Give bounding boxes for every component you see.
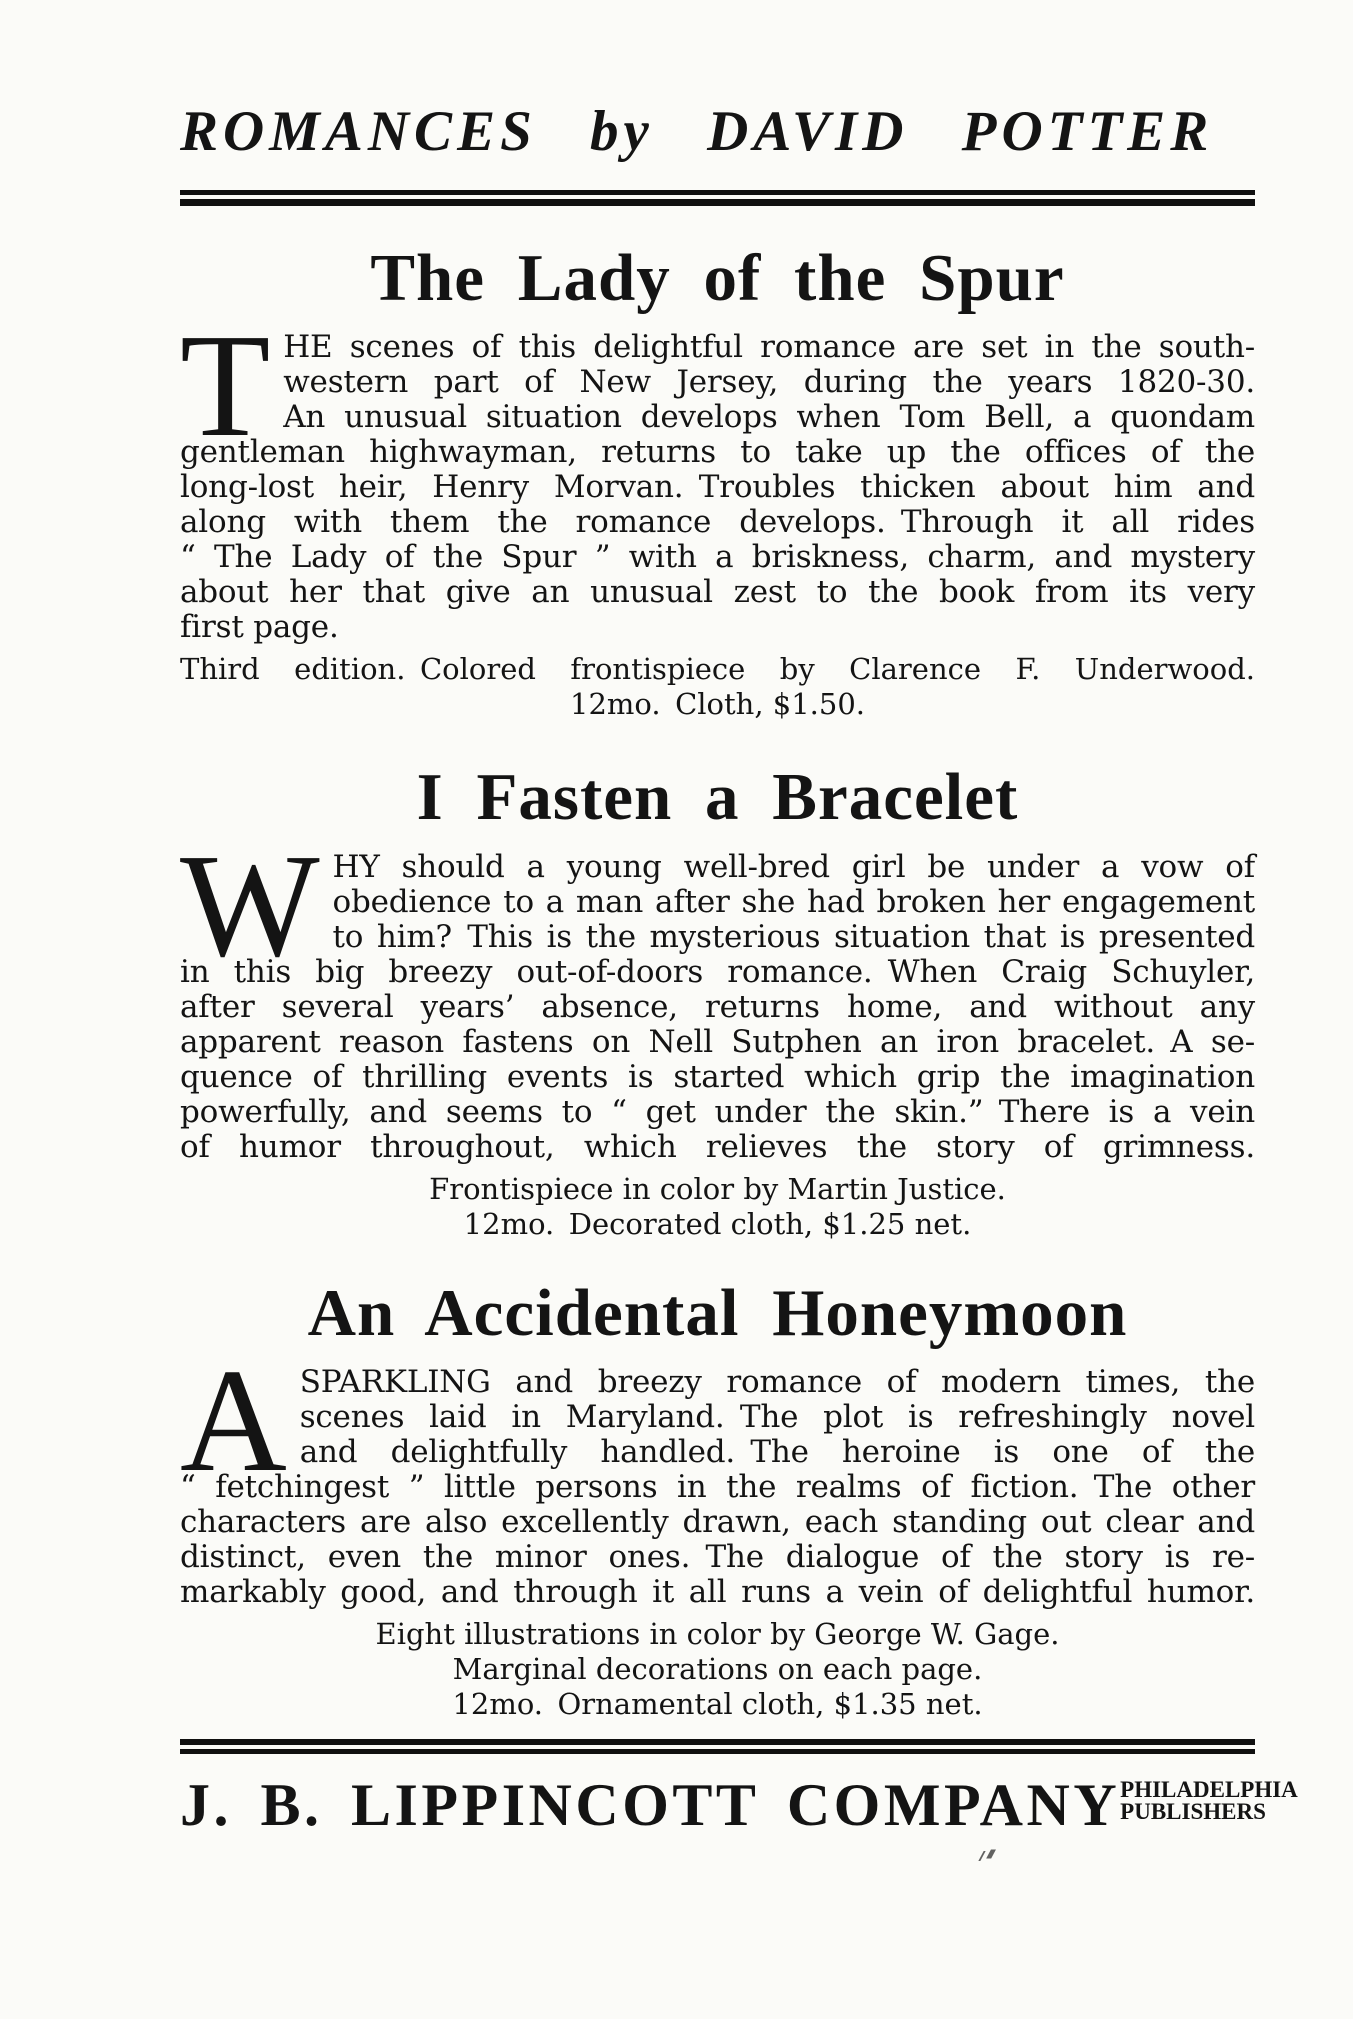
text-line: markably good, and through it all runs a vein of delightful humor. <box>180 1573 1255 1610</box>
publisher-footer <box>180 1771 1298 1838</box>
price-note: 12mo. Cloth, $1.50. <box>570 687 865 722</box>
text-line: western part of New Jersey, during the years 1820-30. <box>283 364 1255 401</box>
price-note: 12mo. Decorated cloth, $1.25 net. <box>463 1206 972 1241</box>
divider-rule-top <box>180 190 1255 206</box>
text-line: first page. <box>180 609 339 646</box>
text-line: to him? This is the mysterious situation that is presented <box>332 918 1255 955</box>
publisher-city: PHILADELPHIA <box>1120 1776 1298 1802</box>
text-line: long-lost heir, Henry Morvan. Troubles thicken about him and <box>180 469 1255 506</box>
text-line: gentleman highwayman, returns to take up the offices of the <box>180 434 1255 471</box>
text-line: SPARKLING and breezy romance of modern times, the <box>299 1363 1255 1400</box>
decoration-note: Marginal decorations on each page. <box>452 1651 983 1686</box>
book-section-i-fasten-a-bracelet <box>180 761 1255 1240</box>
text-line: quence of thrilling events is started which grip the imagination <box>180 1058 1255 1095</box>
text-line: of humor throughout, which relieves the story of grimness. <box>180 1128 1255 1165</box>
page-header: ROMANCES by DAVID POTTER <box>180 100 1214 163</box>
text-line: apparent reason fastens on Nell Sutphen an iron bracelet. A se- <box>180 1023 1255 1060</box>
text-line: “ The Lady of the Spur ” with a briskness, charm, and mystery <box>180 539 1255 576</box>
book-title: An Accidental Honeymoon <box>307 1275 1128 1350</box>
text-line: along with them the romance develops. Through it all rides <box>180 504 1255 541</box>
publisher-role: PUBLISHERS <box>1120 1798 1266 1824</box>
book-section-the-lady-of-the-spur <box>180 242 1255 721</box>
text-line: An unusual situation develops when Tom Bell, a quondam <box>283 399 1255 436</box>
text-line: “ fetchingest ” little persons in the realms of fiction. The other <box>180 1468 1255 1505</box>
book-description <box>180 823 1255 1165</box>
publisher-imprint <box>1120 1774 1298 1823</box>
dropcap-letter: T <box>180 304 271 469</box>
illustration-note: Eight illustrations in color by George W. Gage. <box>375 1616 1060 1651</box>
text-line: characters are also excellently drawn, each standing out clear and <box>180 1503 1255 1540</box>
text-line: obedience to a man after she had broken her engagement <box>332 883 1255 920</box>
text-line: powerfully, and seems to “ get under the skin.” There is a vein <box>180 1093 1255 1130</box>
dropcap-letter: A <box>180 1338 287 1503</box>
dropcap-letter: W <box>180 823 320 988</box>
publisher-name: J. B. LIPPINCOTT COMPANY <box>180 1771 1121 1838</box>
text-line: about her that give an unusual zest to the book from its very <box>180 574 1255 611</box>
illustration-note: Frontispiece in color by Martin Justice. <box>429 1171 1006 1206</box>
text-line: scenes laid in Maryland. The plot is refreshingly novel <box>299 1398 1255 1435</box>
text-line: and delightfully handled. The heroine is one of the <box>299 1433 1255 1470</box>
price-note: 12mo. Ornamental cloth, $1.35 net. <box>452 1686 983 1721</box>
divider-rule-bottom <box>180 1739 1255 1754</box>
text-line: HY should a young well-bred girl be under a vow of <box>332 848 1255 885</box>
book-description <box>180 1338 1255 1610</box>
book-title: I Fasten a Bracelet <box>416 760 1019 835</box>
text-line: distinct, even the minor ones. The dialogue of the story is re- <box>180 1538 1255 1575</box>
text-line: after several years’ absence, returns home, and without any <box>180 988 1255 1025</box>
book-title: The Lady of the Spur <box>370 240 1065 315</box>
text-line: in this big breezy out-of-doors romance. When Craig Schuyler, <box>180 953 1255 990</box>
book-section-an-accidental-honeymoon <box>180 1277 1255 1721</box>
edition-note: Third edition. Colored frontispiece by Clarence F. Underwood. <box>180 652 1255 687</box>
text-line: HE scenes of this delightful romance are set in the south- <box>283 329 1255 366</box>
scan-speck <box>978 1851 989 1861</box>
book-description <box>180 304 1255 646</box>
